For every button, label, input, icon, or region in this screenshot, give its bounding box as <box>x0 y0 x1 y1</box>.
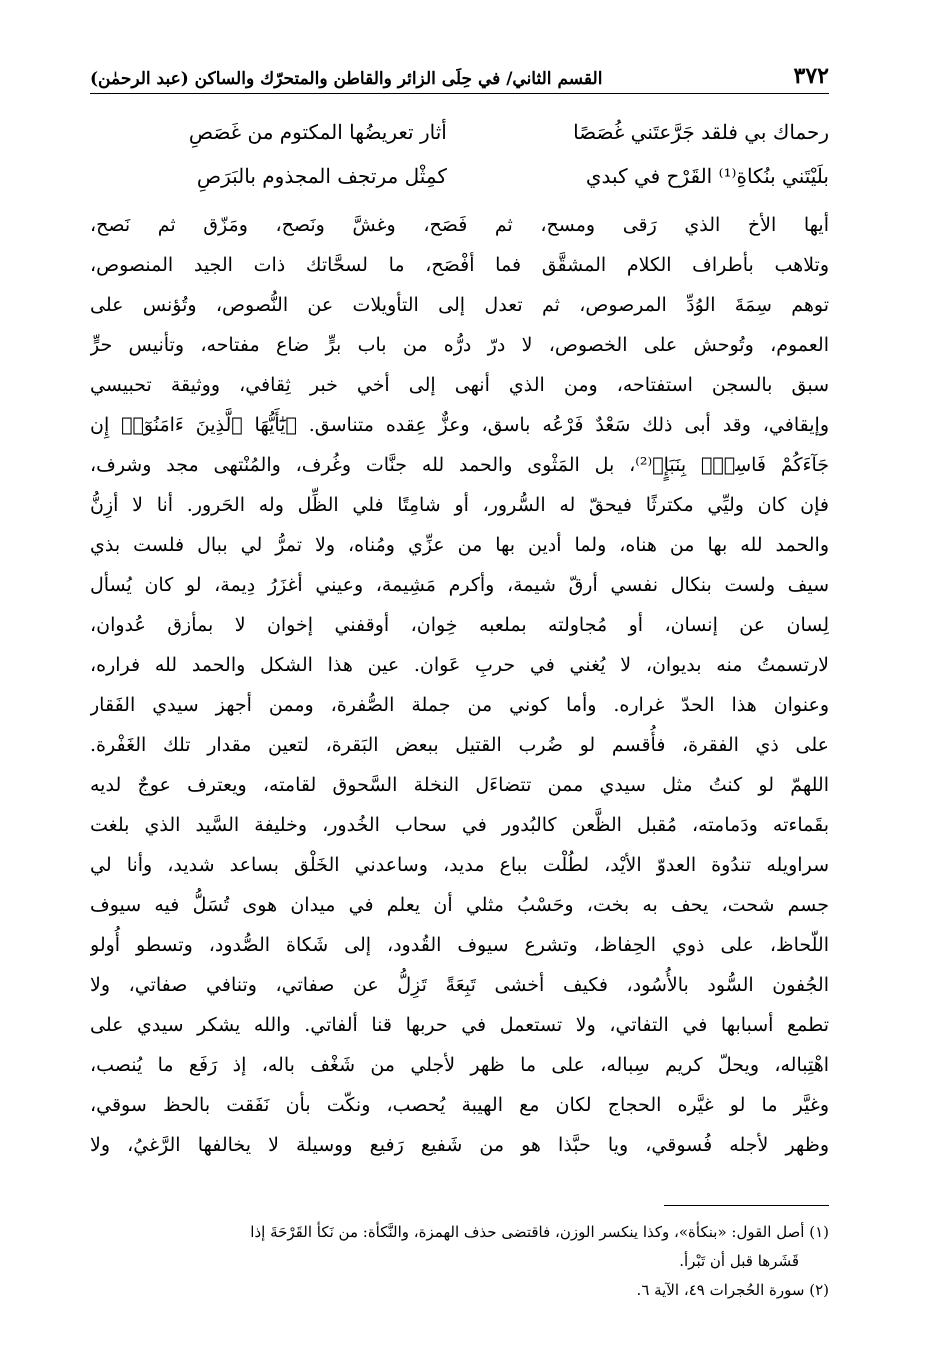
hemistich-first: بلَيْتَني بنُكاةِ⁽¹⁾ القَرْح في كبدي <box>585 164 829 188</box>
text-line: توهم سِمَةَ الوُدِّ المرصوص، ثم تعدل إلى التأويلات عن النُّصوص، وتُؤنس على <box>90 294 829 316</box>
footnote-2: (٢) سورة الحُجرات ٤٩، الآية ٦. <box>636 1281 829 1299</box>
text-line: العموم، وتُوحش على الخصوص، لا درّ درُّه من باب برٍّ ضاع مفتاحه، وتأنيس حرٍّ <box>90 334 829 356</box>
text-line: اللّحاظ، على ذوي الحِفاظ، وتشرع سيوف القُدود، إلى شَكاة الصُّدود، وتسطو أُولو <box>90 934 829 956</box>
text-line: والحمد لله بها من هناه، ولما أدين بها من عزِّي ومُناه، ولا تمرُّ لي ببال فلست بذي <box>90 534 829 556</box>
text-line: وإيقافي، وقد أبى ذلك سَعْدٌ فَرْعُه باسق، وعزٌّ عِقده متناسق. ﴿يَٰٓأَيُّهَا ٱلَّذِينَ ءَامَنُوٓا۟ إِن <box>90 414 829 436</box>
footnote-1: (١) أصل القول: «بنكأة»، وكذا ينكسر الوزن، فاقتضى حذف الهمزة، والنَّكأة: من نَكأ القَرْحَةَ إذا <box>250 1223 829 1241</box>
text-line: اهْتِباله، ويحلّ كريم سِباله، على ما ظهر لأجلي من شَغْف باله، إذ رَفَع ما يُنصب، <box>90 1054 829 1076</box>
text-line: أيها الأخ الذي رَقى ومسح، ثم فَصَح، وغشَّ ونَصح، ومَزّق ثم نَصح، <box>90 214 829 236</box>
text-line: جَآءَكُمْ فَاسِقٌۢ بِنَبَإٍ﴾⁽²⁾، بل المَثْوى والحمد لله جنَّات وغُرف، والمُنْتهى مجد وشرف، <box>90 454 829 476</box>
hemistich-second: أثار تعريضُها المكتوم من غَصَصِ <box>188 120 447 144</box>
text-line: على ذي الفقرة، فأُقسم لو ضُرب القتيل ببعض البَقرة، لتعين مقدار تلك الغَفْرة. <box>90 734 829 756</box>
hemistich-second: كمِثْل مرتجف المجذوم بالبَرَصِ <box>196 164 447 188</box>
text-line: وتلاهب بأطراف الكلام المشقَّق فما أفْصَح، ما لسحَّاتك ذات الجيد المنصوص، <box>90 254 829 276</box>
text-line: سبق بالسجن استفتاحه، ومن الذي أنهى إلى أخي خبر ثِقافي، ووثيقة تحبيسي <box>90 374 829 396</box>
text-line: وعنوان هذا الحدّ غراره. وأما كوني من جملة الصُّفرة، وممن أجهز سيدي الفَقار <box>90 694 829 716</box>
text-line: اللهمّ لو كنتُ مثل سيدي ممن تتضاءَل النخلة السَّحوق لقامته، ويعترف عوجٌ لديه <box>90 774 829 796</box>
footnotes <box>90 1218 829 1305</box>
text-line: الجُفون السُّود بالأُسُود، فكيف أخشى تَبِعَةً تَزِلُّ عن صفاتي، وتنافي صفاتي، ولا <box>90 974 829 996</box>
text-line: جسم شحت، يحف به بخت، وحَسْبُ مثلي أن يعلم في ميدان هوى تُسَلُّ فيه سيوف <box>90 894 829 916</box>
text-line: وغيَّر ما لو غيَّره الحجاج لكان مع الهيبة يُحصب، ونكّت بأن نَفَقت بالحظ سوقي، <box>90 1094 829 1116</box>
poem <box>108 110 829 198</box>
page-number: ٣٧٢ <box>793 63 829 89</box>
footnote-1-continuation: قَشَرها قبل أن تَبْرأ. <box>679 1252 799 1270</box>
text-line: لارتسمتُ منه بديوان، لا يُغني في حربِ عَوان. عين هذا الشكل والحمد لله فراره، <box>90 654 829 676</box>
text-line: وظهر لأجله فُسوقي، ويا حبَّذا هو من شَفيع رَفيع ووسيلة لا يخالفها الرَّغيُ، ولا <box>90 1134 829 1156</box>
text-line: سيف ولست بنكال نفسي أرقّ شيمة، وأكرم مَشِيمة، وعيني أغزَرُ دِيمة، لو كان يُسأل <box>90 574 829 596</box>
page-header <box>90 60 829 94</box>
poem-verse <box>108 154 829 198</box>
footnote-divider <box>664 1205 829 1206</box>
hemistich-first: رحماك بي فلقد جَرَّعتَني غُصَصًا <box>573 120 829 144</box>
text-line: فإن كان وليِّي مكترثًا فيحقّ له السُّرور، أو شامِتًا فلي الظِّل وله الحَرور. أنا لا أزِنُّ <box>90 494 829 516</box>
text-line: لِسان عن إنسان، أو مُجاولته بملعبه خِوان، أوقفني إخوان لا بمأزق عُدوان، <box>90 614 829 636</box>
running-title: القسم الثاني/ في حِلَى الزائر والقاطن والمتحرّك والساكن (عبد الرحمٰن) <box>90 69 603 89</box>
text-line: بقَماءته ودَمامته، مُقبل الظَّعن كالبُدور في سحاب الخُدور، وخليفة السَّيد الذي بلغت <box>90 814 829 836</box>
text-line: سراويله تندُوة العدوّ الأيْد، لطُلْت بباع مديد، وساعدني الخَلْق بساعد شديد، وأنا لي <box>90 854 829 876</box>
text-line: تطمع أسبابها في التفاتي، ولا تستعمل في حربها قنا ألفاتي. والله يشكر سيدي على <box>90 1014 829 1036</box>
poem-verse <box>108 110 829 154</box>
body-text <box>90 205 829 1165</box>
